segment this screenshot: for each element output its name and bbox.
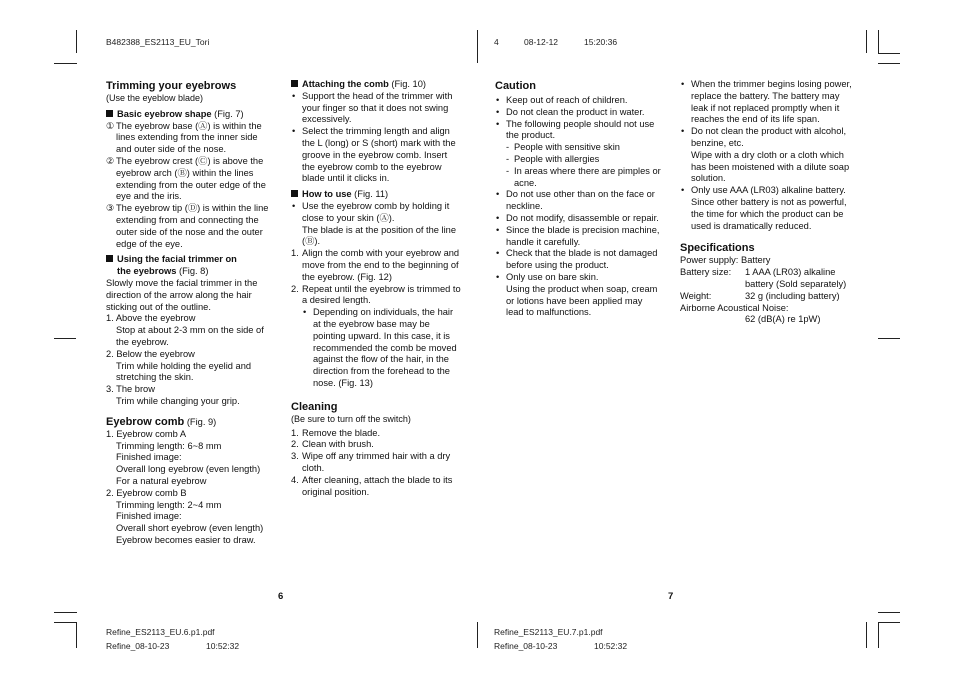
facial-intro: Slowly move the facial trimmer in the direction of the arrow along the hair sticking out of the outline. — [106, 277, 258, 312]
spec-battery-size: Battery size: 1 AAA (LR03) alkaline — [680, 267, 836, 278]
cleaning-note: (Be sure to turn off the switch) — [291, 413, 411, 424]
column-4: • When the trimmer begins losing power, replace the battery. The battery may leak if not replaced promptly when it reaches the end of its life span. • Do not clean the product with alcohol, benzine, etc. Wipe with a dry cloth or a cloth which has been moistened with a dilute soap solution. • Only use AAA (LR03) alkaline battery. Since other battery is not as powerful, the time for which the product can be used is dramatically reduced. Specifications Power supply: Battery Battery size: 1 AAA (LR03) alkaline battery (Sold separately) Weight: 32 g (including battery) Airborne Acoustical Noise: 62 (dB(A) re 1pW) — [680, 79, 852, 326]
attach-item-2: • Select the trimming length and align the L (long) or S (short) mark with the groove in the eyebrow comb. Insert the eyebrow comb to the eyebrow blade until it clicks in. — [291, 126, 461, 185]
column-3: Caution • Keep out of reach of children. • Do not clean the product in water. • The following people should not use the product. - People with sensitive skin - People with allergies - In areas where there are pimples or acne. • Do not use other than on the face or neckline. • Do not modify, disassemble or repair. • Since the blade is precision machine, handle it carefully. • Check that the blade is not damaged before using the product. • Only use on bare skin. Using the product when soap, cream or lotions have been applied may lead to malfunctions. — [495, 79, 662, 319]
attach-item-1: • Support the head of the trimmer with your finger so that it does not swing excessively. — [291, 91, 461, 126]
facial-step-2: 2. Below the eyebrow — [106, 348, 195, 359]
howto-heading: How to use (Fig. 11) — [291, 189, 461, 201]
basic-item-3: ③ The eyebrow tip (Ⓓ) is within the line extending from and connecting the outer side of the nose and the outer edge of the eye. — [106, 203, 269, 249]
spec-power: Power supply: Battery — [680, 255, 771, 266]
heading-specifications: Specifications — [680, 242, 755, 255]
footer-left-file: Refine_ES2113_EU.6.p1.pdf — [106, 627, 215, 637]
howto-sub-bullet: • Depending on individuals, the hair at the eyebrow base may be pointing upward. In this case, it is recommended the comb be moved against the flow of the hair, in the direction from the forehead to the nose. (Fig. 13) — [302, 307, 461, 390]
heading-eyebrow-comb: Eyebrow comb (Fig. 9) — [106, 415, 217, 428]
footer-right-file: Refine_ES2113_EU.7.p1.pdf — [494, 627, 603, 637]
footer-right-date: Refine_08-10-23 — [494, 641, 558, 651]
comb-a: 1. Eyebrow comb A — [106, 428, 187, 439]
comb-b: 2. Eyebrow comb B — [106, 487, 187, 498]
header-time: 15:20:36 — [584, 37, 618, 47]
square-bullet-icon — [106, 110, 113, 117]
spec-noise-label: Airborne Acoustical Noise: — [680, 302, 789, 313]
square-bullet-icon — [291, 190, 298, 197]
header-date: 08-12-12 — [524, 37, 559, 47]
header-filename: B482388_ES2113_EU_Tori — [106, 37, 210, 47]
trimming-note: (Use the eyeblow blade) — [106, 93, 204, 103]
header-page: 4 — [494, 37, 499, 47]
column-1: Trimming your eyebrows (Use the eyeblow blade) Basic eyebrow shape (Fig. 7) ① The eyebrow base (Ⓐ) is within the lines extending from the inner side and outer side of the nose. ② The eyebrow crest (Ⓒ) is above the eyebrow arch (Ⓑ) within the lines extending from the outer edge of the eye and the iris. ③ The eyebrow tip (Ⓓ) is within the line extending from and connecting the outer side of the nose and the outer edge of the eye. Using the facial trimmer on the eyebrows (Fig. 8) Slowly move the facial trimmer in the direction of the arrow along the hair sticking out of the outline. 1. Above the eyebrow Stop at about 2-3 mm on the side of the eyebrow. 2. Below the eyebrow Trim while holding the eyelid and stretching the skin. 3. The brow Trim while changing your grip. Eyebrow comb (Fig. 9) 1. Eyebrow comb A Trimming length: 6~8 mm Finished image: Overall long eyebrow (even length) For a natural eyebrow 2. Eyebrow comb B Trimming length: 2~4 mm Finished image: Overall short eyebrow (even length) Eyebrow becomes easier to draw. — [106, 79, 274, 547]
column-2: Attaching the comb (Fig. 10) • Support the head of the trimmer with your finger so that it does not swing excessively. • Select the trimming length and align the L (long) or S (short) mark with the groove in the eyebrow comb. Insert the eyebrow comb to the eyebrow blade until it clicks in. How to use (Fig. 11) • Use the eyebrow comb by holding it close to your skin (Ⓐ). The blade is at the position of the line (Ⓑ). 1. Align the comb with your eyebrow and move from the end to the beginning of the eyebrow. (Fig. 12) 2. Repeat until the eyebrow is trimmed to a desired length. • Depending on individuals, the hair at the eyebrow base may be pointing upward. In this case, it is recommended the comb be moved against the flow of the hair, in the direction from the forehead to the nose. (Fig. 13) Cleaning (Be sure to turn off the switch) 1. Remove the blade. 2. Clean with brush. 3. Wipe off any trimmed hair with a dry cloth. 4. After cleaning, attach the blade to its original position. — [291, 79, 461, 498]
facial-trimmer-heading: Using the facial trimmer on — [106, 254, 274, 266]
howto-bullet: • Use the eyebrow comb by holding it close to your skin (Ⓐ). — [291, 201, 461, 225]
footer-right-time: 10:52:32 — [594, 641, 628, 651]
facial-step-3: 3. The brow — [106, 384, 155, 395]
square-bullet-icon — [291, 80, 298, 87]
clean-step-4: 4. After cleaning, attach the blade to its original position. — [291, 474, 453, 497]
howto-step-2: 2. Repeat until the eyebrow is trimmed to a desired length. — [291, 283, 461, 306]
attach-heading: Attaching the comb (Fig. 10) — [291, 79, 461, 91]
heading-cleaning: Cleaning — [291, 400, 338, 413]
basic-shape-heading: Basic eyebrow shape (Fig. 7) — [106, 109, 274, 121]
heading-caution: Caution — [495, 80, 536, 92]
heading-trimming: Trimming your eyebrows — [106, 80, 237, 92]
spec-noise-value: 62 (dB(A) re 1pW) — [745, 314, 821, 325]
footer-left-time: 10:52:32 — [206, 641, 240, 651]
page-number-right: 7 — [668, 591, 674, 602]
spec-weight: Weight: 32 g (including battery) — [680, 290, 840, 301]
page-number-left: 6 — [278, 591, 284, 602]
clean-step-3: 3. Wipe off any trimmed hair with a dry cloth. — [291, 451, 451, 473]
footer-left-date: Refine_08-10-23 — [106, 641, 170, 651]
square-bullet-icon — [106, 255, 113, 262]
howto-step-1: 1. Align the comb with your eyebrow and move from the end to the beginning of the eyebrow. (Fig. 12) — [291, 248, 460, 282]
clean-step-1: 1. Remove the blade. — [291, 427, 381, 438]
basic-item-2: ② The eyebrow crest (Ⓒ) is above the eyebrow arch (Ⓑ) within the lines extending from the outer edge of the eye and the iris. — [106, 155, 266, 202]
basic-item-1: ① The eyebrow base (Ⓐ) is within the lines extending from the inner side and outer side of the nose. — [106, 120, 262, 155]
facial-step-1: 1. Above the eyebrow — [106, 313, 196, 324]
clean-step-2: 2. Clean with brush. — [291, 439, 374, 450]
